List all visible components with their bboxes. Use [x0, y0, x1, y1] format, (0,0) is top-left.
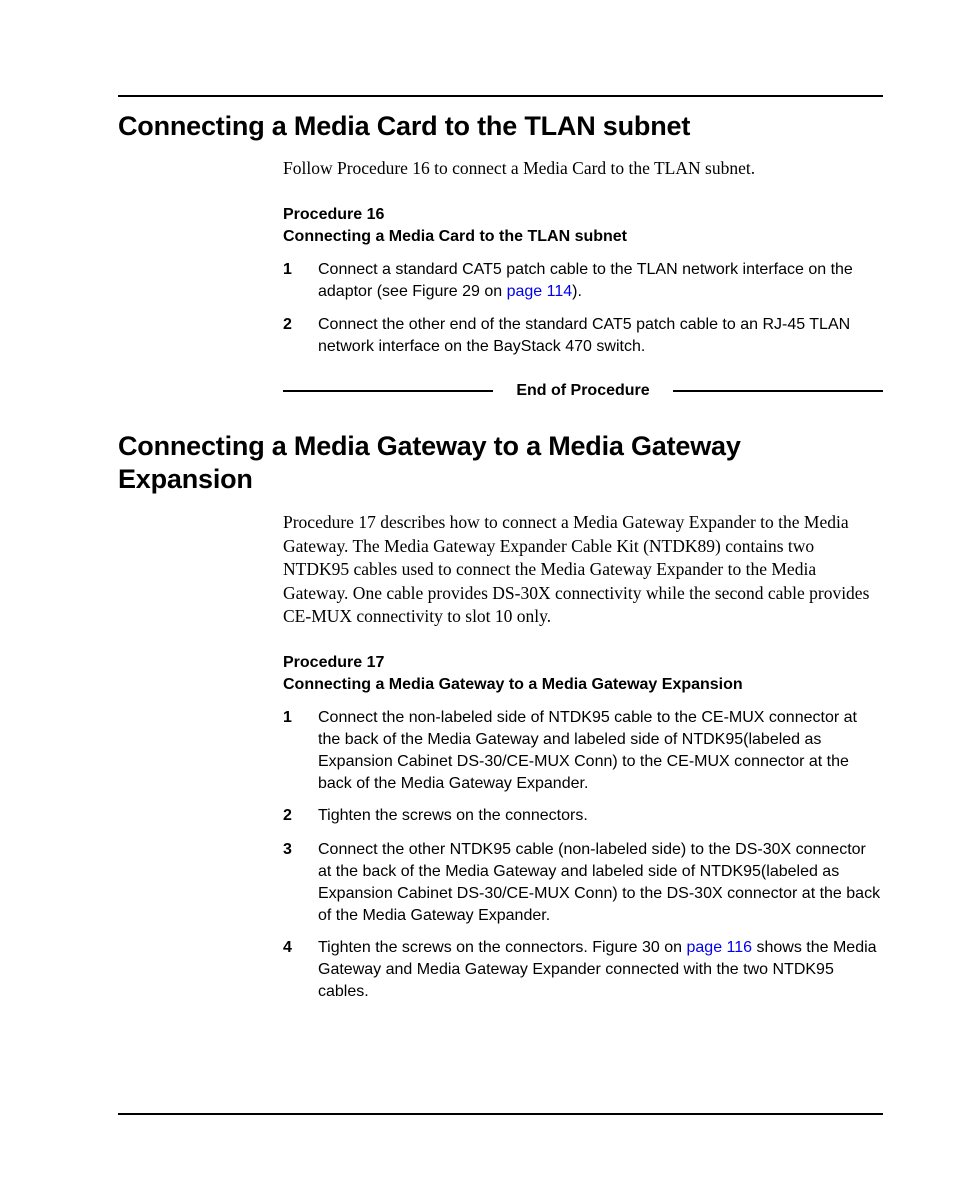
step-text: Connect the other end of the standard CAT5 patch cable to an RJ-45 TLAN network interface on the BayStack 470 switch.	[318, 316, 851, 355]
step-number: 2	[283, 807, 292, 824]
page-114-link[interactable]: page 114	[506, 283, 573, 300]
procedure-17-title: Connecting a Media Gateway to a Media Gateway Expansion	[283, 676, 743, 693]
step-text: Tighten the screws on the connectors.	[318, 807, 588, 824]
page-116-link[interactable]: page 116	[686, 939, 753, 956]
bottom-rule	[118, 1113, 883, 1115]
top-rule	[118, 95, 883, 97]
heading-line-2: Expansion	[118, 464, 253, 494]
section-heading-media-card: Connecting a Media Card to the TLAN subnet	[118, 111, 691, 141]
step-number: 3	[283, 841, 292, 858]
step-text: Connect a standard CAT5 patch cable to the TLAN network interface on the adaptor (see Figure 29 on page 114).	[318, 261, 853, 300]
procedure-16-title: Connecting a Media Card to the TLAN subnet	[283, 228, 628, 245]
section1-intro: Follow Procedure 16 to connect a Media Card to the TLAN subnet.	[283, 158, 756, 178]
step-text: Tighten the screws on the connectors. Figure 30 on page 116 shows the Media Gateway and Media Gateway Expander connected with the two NTDK95 cables.	[318, 939, 877, 1000]
step-number: 4	[283, 939, 292, 956]
heading-line-1: Connecting a Media Gateway to a Media Gateway	[118, 431, 741, 461]
end-of-procedure-label: End of Procedure	[516, 382, 650, 399]
procedure-16-number: Procedure 16	[283, 206, 385, 223]
step-number: 1	[283, 709, 292, 726]
step-number: 1	[283, 261, 292, 278]
step-text: Connect the non-labeled side of NTDK95 cable to the CE-MUX connector at the back of the Media Gateway and labeled side of NTDK95(labeled as Expansion Cabinet DS-30/CE-MUX Conn) to the CE-MUX connector at the back of the Media Gateway Expander.	[318, 709, 857, 792]
section2-intro: Procedure 17 describes how to connect a Media Gateway Expander to the Media Gateway. The Media Gateway Expander Cable Kit (NTDK89) contains two NTDK95 cables used to connect the Media Gateway Expander to the Media Gateway. One cable provides DS-30X connectivity while the second cable provides CE-MUX connectivity to slot 10 only.	[283, 512, 870, 626]
step-number: 2	[283, 316, 292, 333]
step-text: Connect the other NTDK95 cable (non-labeled side) to the DS-30X connector at the back of the Media Gateway and labeled side of NTDK95(labeled as Expansion Cabinet DS-30/CE-MUX Conn) to the DS-30X connector at the back of the Media Gateway Expander.	[318, 841, 881, 924]
end-of-procedure-line-right	[673, 390, 883, 392]
section-heading-media-gateway	[118, 430, 883, 496]
procedure-17-number: Procedure 17	[283, 654, 385, 671]
